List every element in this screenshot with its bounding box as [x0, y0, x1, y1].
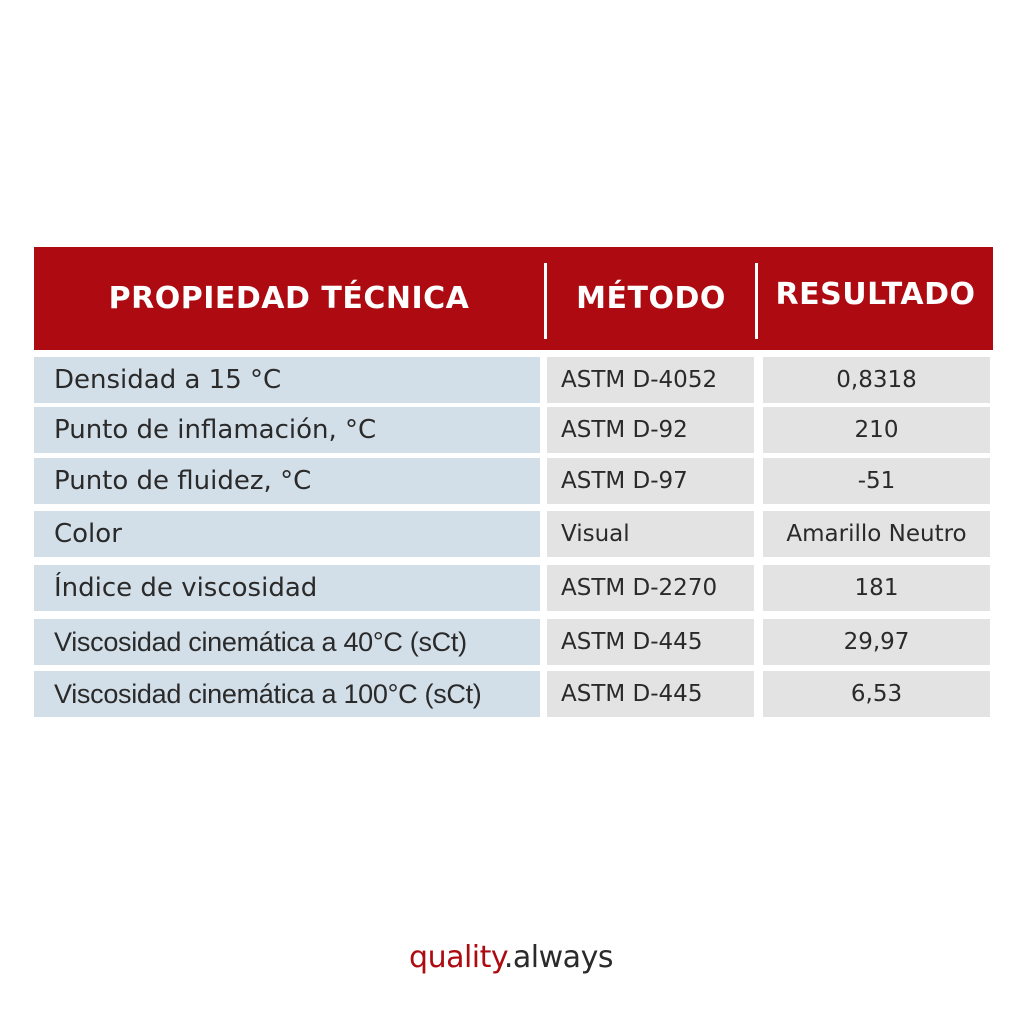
method-cell: ASTM D-97	[547, 458, 754, 504]
property-cell: Punto de inflamación, °C	[34, 407, 540, 453]
table-row	[34, 511, 993, 557]
result-cell: Amarillo Neutro	[763, 511, 990, 557]
table-row	[34, 458, 993, 504]
property-cell: Punto de fluidez, °C	[34, 458, 540, 504]
technical-properties-table	[34, 247, 993, 709]
property-cell: Color	[34, 511, 540, 557]
method-cell: ASTM D-445	[547, 619, 754, 665]
method-cell: Visual	[547, 511, 754, 557]
table-row	[34, 619, 993, 665]
result-cell: 0,8318	[763, 357, 990, 403]
brand-tagline-part2: .always	[503, 940, 613, 975]
table-row	[34, 357, 993, 403]
result-cell: 6,53	[763, 671, 990, 717]
table-header	[34, 247, 993, 350]
header-result: RESULTADO	[775, 277, 976, 312]
method-cell: ASTM D-2270	[547, 565, 754, 611]
brand-tagline	[0, 940, 1022, 975]
result-cell: -51	[763, 458, 990, 504]
table-row	[34, 565, 993, 611]
method-cell: ASTM D-445	[547, 671, 754, 717]
property-cell: Índice de viscosidad	[34, 565, 540, 611]
brand-tagline-part1: quality	[409, 940, 504, 975]
property-cell: Viscosidad cinemática a 100°C (sCt)	[34, 671, 540, 717]
property-cell: Densidad a 15 °C	[34, 357, 540, 403]
method-cell: ASTM D-4052	[547, 357, 754, 403]
result-cell: 181	[763, 565, 990, 611]
result-cell: 29,97	[763, 619, 990, 665]
method-cell: ASTM D-92	[547, 407, 754, 453]
result-cell: 210	[763, 407, 990, 453]
header-property: PROPIEDAD TÉCNICA	[108, 281, 470, 316]
property-cell: Viscosidad cinemática a 40°C (sCt)	[34, 619, 540, 665]
table-row	[34, 671, 993, 717]
table-row	[34, 407, 993, 453]
header-method: MÉTODO	[576, 281, 726, 316]
